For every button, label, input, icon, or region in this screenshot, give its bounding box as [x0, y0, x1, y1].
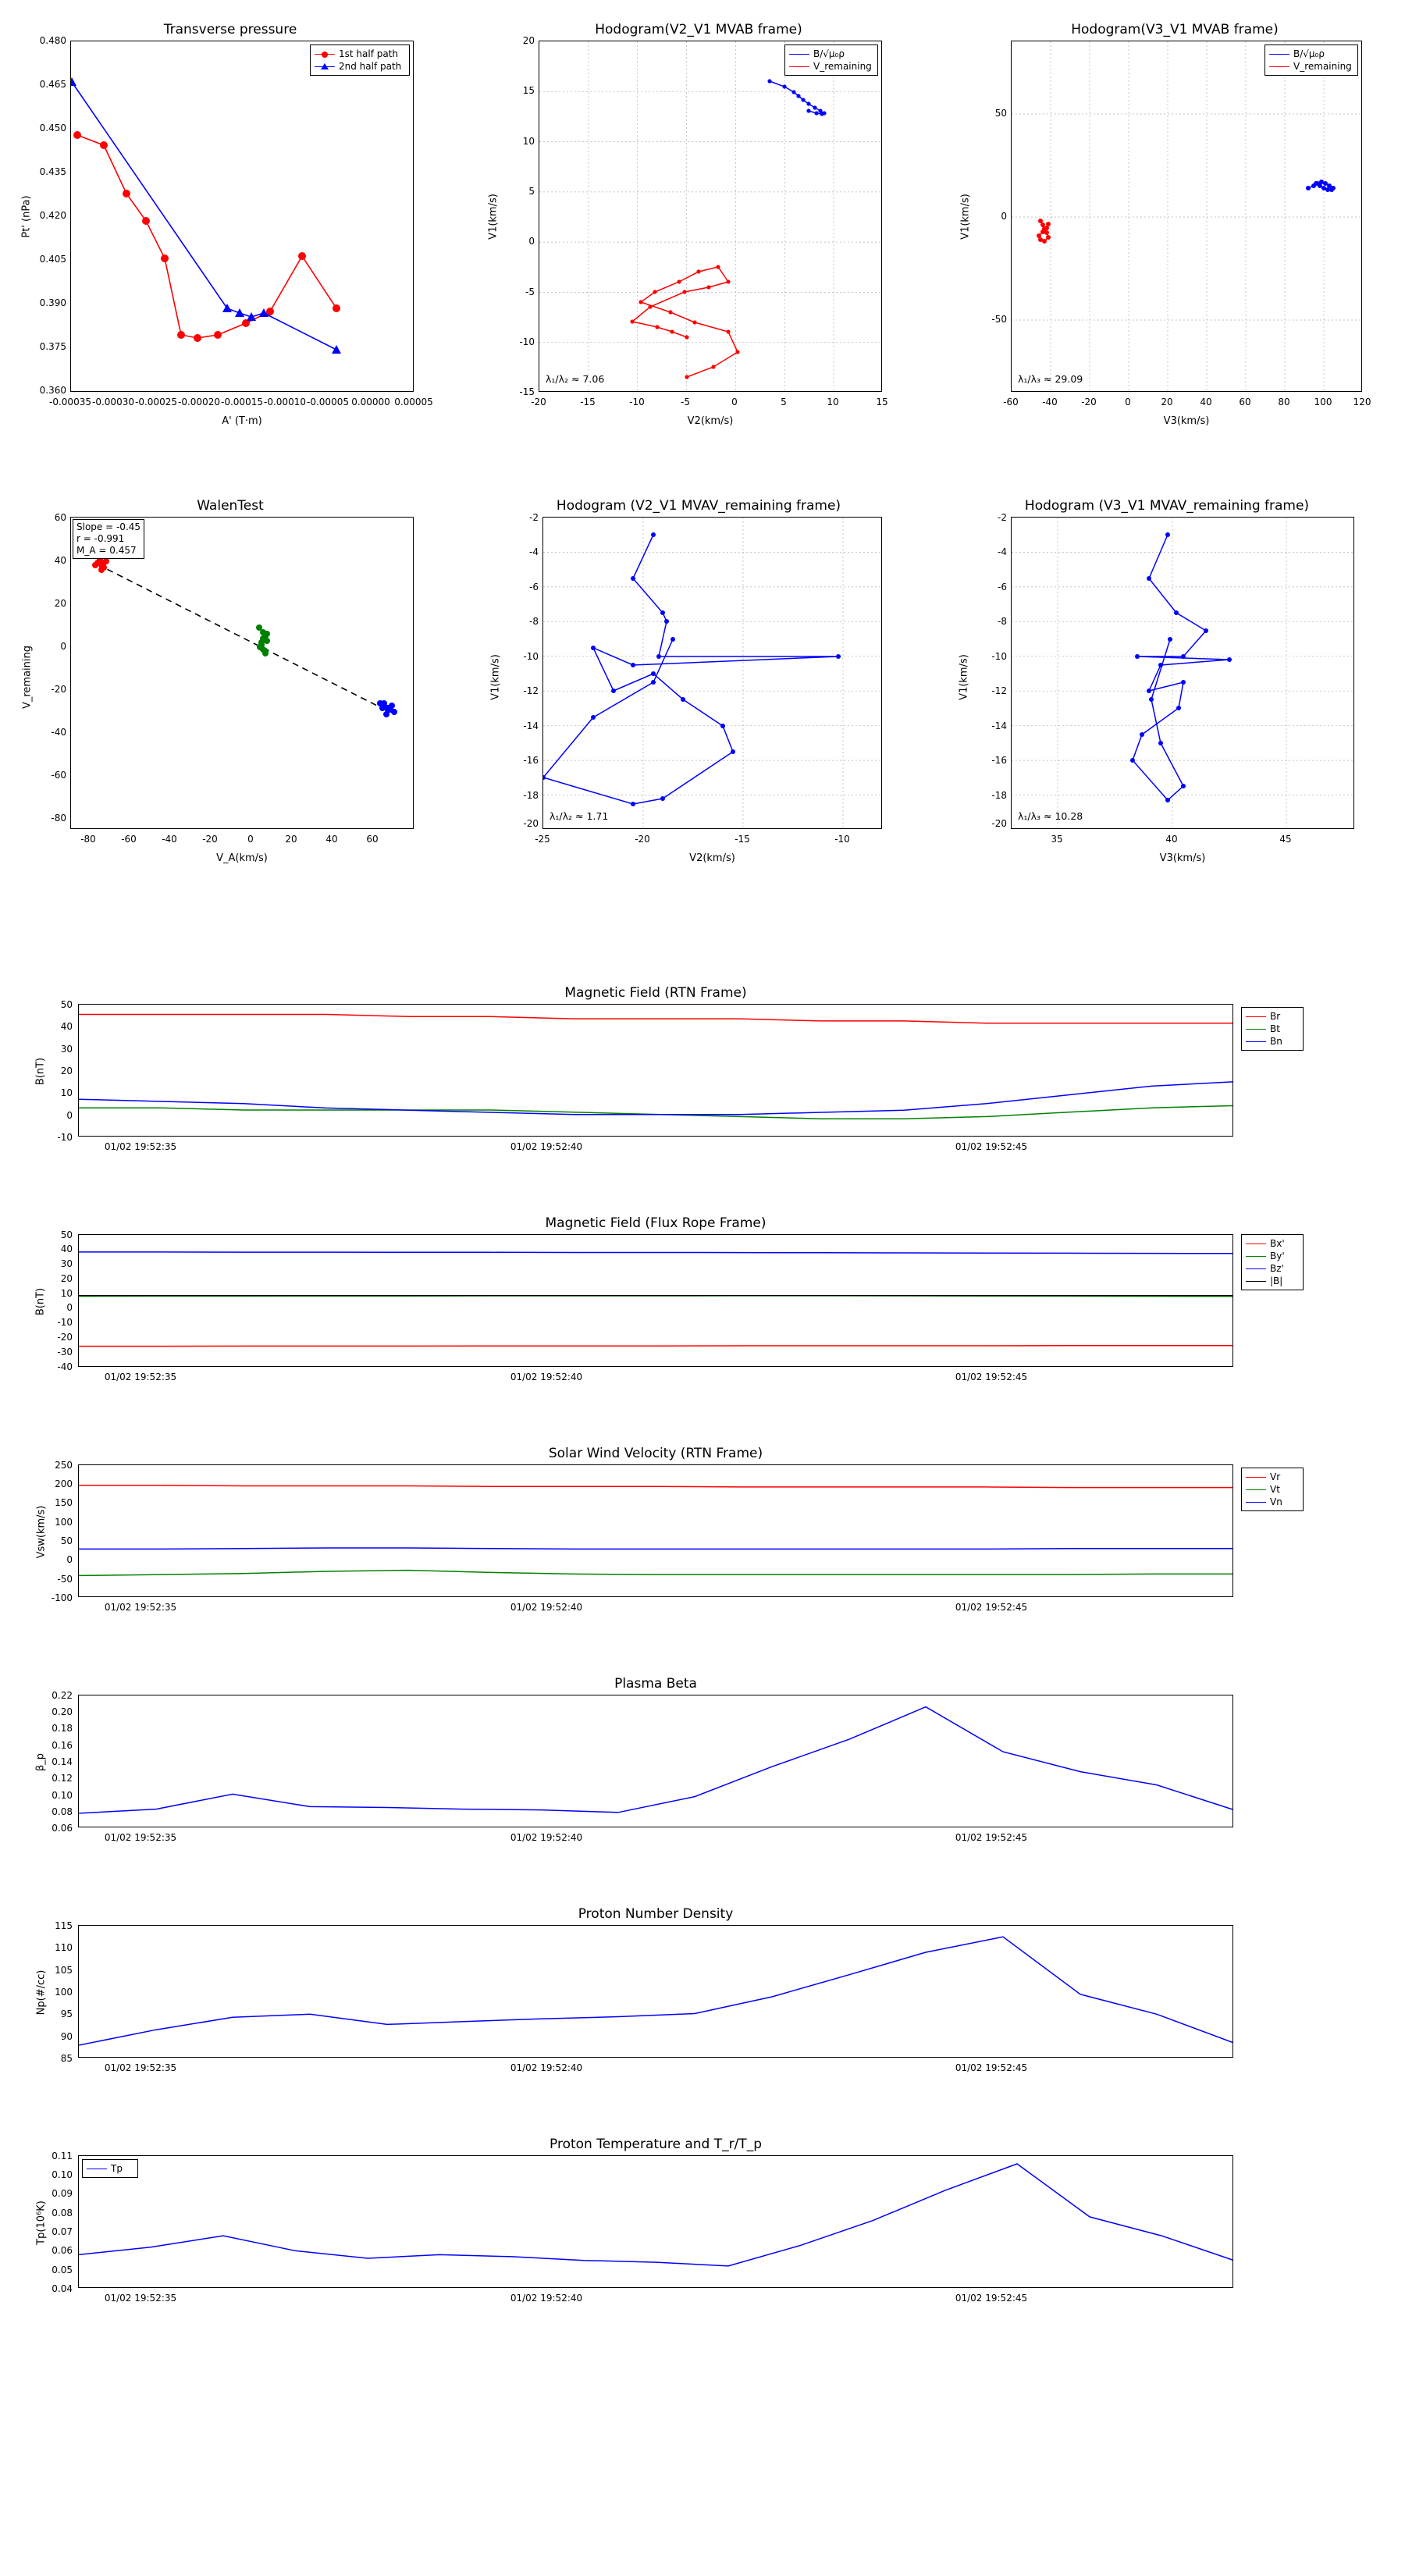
y-tick: 60	[54, 512, 66, 523]
y-axis-label: V1(km/s)	[958, 654, 970, 700]
x-tick: 35	[1051, 834, 1063, 845]
y-tick: 0.465	[39, 79, 66, 90]
x-tick: 01/02 19:52:45	[955, 1602, 1028, 1613]
series-canvas	[79, 1235, 1233, 1367]
x-tick: -5	[681, 397, 690, 407]
x-tick: 40	[1165, 834, 1178, 845]
legend-label: V_remaining	[813, 61, 872, 72]
y-tick: -18	[991, 790, 1007, 801]
y-tick: 0.375	[39, 341, 66, 352]
legend-swatch-by	[1246, 1256, 1266, 1257]
y-tick: 0.14	[52, 1756, 73, 1767]
panel-magnetic-field-rtn	[0, 984, 1405, 1187]
y-tick: 0.05	[52, 2265, 73, 2275]
legend-label: Vt	[1270, 1484, 1280, 1495]
series-canvas	[543, 518, 882, 829]
legend-swatch-bn	[1246, 1041, 1266, 1042]
y-tick: 0.20	[52, 1706, 73, 1717]
x-tick: 01/02 19:52:35	[104, 1372, 177, 1382]
y-tick: -50	[57, 1574, 73, 1585]
series-canvas	[79, 1005, 1233, 1137]
legend	[784, 44, 878, 76]
panel-title: Hodogram(V3_V1 MVAB frame)	[1071, 22, 1279, 37]
y-tick: 10	[60, 1288, 73, 1299]
legend-item	[315, 60, 405, 73]
legend-item	[315, 48, 405, 60]
x-tick: -80	[80, 834, 96, 845]
y-tick: 0.11	[52, 2151, 73, 2161]
legend-item	[789, 60, 873, 73]
y-tick: -20	[57, 1332, 73, 1343]
x-tick: 0.00000	[351, 397, 390, 407]
x-tick: 0	[1125, 397, 1131, 407]
y-tick: 0.390	[39, 297, 66, 308]
x-tick: 120	[1353, 397, 1371, 407]
legend-item	[1246, 1275, 1299, 1287]
plot-area	[78, 1925, 1233, 2058]
y-tick: 50	[994, 108, 1007, 119]
x-tick: -20	[531, 397, 546, 407]
series-canvas	[1012, 41, 1362, 392]
x-tick: 01/02 19:52:40	[510, 1141, 583, 1152]
legend-label: B/√μ₀ρ	[813, 48, 845, 59]
panel-title: Plasma Beta	[614, 1676, 697, 1692]
x-tick: 60	[1239, 397, 1251, 407]
x-tick: 15	[876, 397, 888, 407]
panel-title: Hodogram (V3_V1 MVAV_remaining frame)	[1024, 498, 1310, 514]
y-tick: -6	[529, 582, 539, 592]
x-tick: -0.00015	[221, 397, 263, 407]
y-tick: 0.480	[39, 35, 66, 46]
y-axis-label: V1(km/s)	[959, 194, 972, 240]
y-tick: -10	[57, 1317, 73, 1328]
legend-swatch-vr	[1246, 1477, 1266, 1478]
y-tick: 5	[528, 186, 535, 197]
x-tick: 01/02 19:52:40	[510, 1832, 583, 1843]
x-tick: 0	[247, 834, 254, 845]
legend-swatch-br	[1246, 1016, 1266, 1017]
panel-proton-temperature	[0, 2135, 1405, 2354]
panel-title: Proton Number Density	[578, 1906, 734, 1922]
y-tick: 0.10	[52, 1790, 73, 1801]
legend-swatch-bmag	[1246, 1281, 1266, 1282]
y-tick: 0	[60, 641, 66, 652]
legend	[310, 44, 410, 76]
x-tick: 01/02 19:52:35	[104, 2062, 177, 2073]
y-tick: -14	[523, 720, 539, 731]
legend-swatch-blue	[1269, 54, 1289, 55]
x-tick: 5	[781, 397, 787, 407]
x-axis-label: V2(km/s)	[689, 852, 735, 864]
legend-label: B/√μ₀ρ	[1293, 48, 1325, 59]
x-tick: 01/02 19:52:35	[104, 1602, 177, 1613]
y-tick: 0.08	[52, 1806, 73, 1817]
y-tick: 150	[55, 1497, 73, 1508]
legend-swatch-blue	[315, 66, 335, 67]
y-tick: -10	[57, 1132, 73, 1143]
y-tick: 50	[60, 999, 73, 1010]
eigenvalue-ratio-annotation: λ₁/λ₃ ≈ 29.09	[1018, 373, 1083, 385]
plot-area	[78, 1234, 1233, 1367]
legend-label: Vr	[1270, 1471, 1281, 1482]
x-tick: 60	[366, 834, 379, 845]
plot-area	[539, 41, 882, 392]
panel-title: Hodogram(V2_V1 MVAB frame)	[595, 22, 802, 37]
y-tick: 40	[60, 1244, 73, 1254]
panel-walen-test	[0, 484, 468, 874]
x-axis-label: V3(km/s)	[1163, 415, 1210, 427]
y-tick: -6	[998, 582, 1007, 592]
x-tick: -60	[121, 834, 137, 845]
plot-area	[1011, 41, 1362, 392]
panel-title: Magnetic Field (RTN Frame)	[564, 985, 747, 1001]
y-tick: 200	[55, 1478, 73, 1489]
legend-swatch-bz	[1246, 1268, 1266, 1269]
legend-label: By'	[1270, 1251, 1285, 1261]
y-axis-label: V1(km/s)	[487, 194, 500, 240]
y-tick: -14	[991, 720, 1007, 731]
x-tick: 01/02 19:52:40	[510, 1602, 583, 1613]
legend-label: Vn	[1270, 1496, 1282, 1507]
plot-area	[78, 1695, 1233, 1827]
y-axis-label: Np(#/cc)	[35, 1969, 48, 2016]
panel-title: Hodogram (V2_V1 MVAV_remaining frame)	[556, 498, 841, 514]
legend-item	[1246, 1496, 1299, 1508]
legend-swatch-blue	[789, 54, 809, 55]
x-tick: 40	[325, 834, 338, 845]
x-tick: 01/02 19:52:45	[955, 1832, 1028, 1843]
plot-area	[70, 41, 414, 392]
y-tick: 90	[60, 2031, 73, 2042]
x-tick: -10	[629, 397, 645, 407]
legend-swatch-vt	[1246, 1489, 1266, 1490]
series-canvas	[71, 518, 414, 829]
legend-item	[1246, 1250, 1299, 1262]
y-axis-label: V1(km/s)	[489, 654, 502, 700]
y-tick: 50	[60, 1535, 73, 1546]
legend-label: Bn	[1270, 1036, 1282, 1047]
x-tick: 40	[1200, 397, 1212, 407]
y-tick: 30	[60, 1258, 73, 1269]
y-tick: 10	[60, 1087, 73, 1098]
series-canvas	[539, 41, 882, 392]
x-tick: 01/02 19:52:40	[510, 2293, 583, 2304]
y-tick: 0.12	[52, 1773, 73, 1784]
walen-slope: Slope = -0.45	[76, 521, 141, 532]
legend-item	[1246, 1471, 1299, 1483]
y-tick: -2	[998, 512, 1007, 523]
x-tick: -60	[1003, 397, 1019, 407]
x-tick: 20	[285, 834, 297, 845]
legend-item	[1246, 1483, 1299, 1496]
legend-item	[1246, 1262, 1299, 1275]
legend-item	[1269, 48, 1353, 60]
panel-solar-wind-velocity	[0, 1444, 1405, 1647]
legend-item	[1246, 1237, 1299, 1250]
legend-label: Bz'	[1270, 1263, 1284, 1274]
legend	[1241, 1234, 1304, 1290]
legend-label: |B|	[1270, 1276, 1283, 1286]
legend	[82, 2159, 138, 2178]
y-tick: -10	[523, 651, 539, 662]
y-tick: 0.06	[52, 1823, 73, 1834]
legend-label: 1st half path	[339, 48, 399, 59]
y-tick: 95	[60, 2008, 73, 2019]
panel-hodogram-v2v1-mvab	[468, 0, 937, 437]
legend-label: Br	[1270, 1011, 1281, 1022]
y-tick: 0.420	[39, 210, 66, 221]
y-tick: 10	[522, 136, 535, 147]
y-tick: 0.10	[52, 2169, 73, 2180]
y-tick: -20	[991, 818, 1007, 829]
x-tick: -0.00005	[307, 397, 349, 407]
panel-title: WalenTest	[197, 498, 264, 514]
y-tick: -5	[525, 286, 535, 297]
x-tick: 80	[1278, 397, 1290, 407]
x-tick: 01/02 19:52:45	[955, 2293, 1028, 2304]
legend-label: Tp	[111, 2163, 123, 2174]
y-tick: 20	[60, 1273, 73, 1284]
y-tick: -100	[51, 1592, 73, 1603]
walen-ma: M_A = 0.457	[76, 545, 137, 556]
x-tick: -20	[1081, 397, 1097, 407]
legend-swatch-bt	[1246, 1029, 1266, 1030]
legend-swatch-red	[1269, 66, 1289, 67]
y-tick: 250	[55, 1460, 73, 1471]
y-tick: -4	[529, 546, 539, 557]
plot-area	[1011, 517, 1354, 829]
y-tick: 0	[66, 1110, 73, 1121]
legend	[1241, 1007, 1304, 1051]
y-tick: 0.22	[52, 1690, 73, 1701]
y-tick: -30	[57, 1347, 73, 1357]
x-tick: 01/02 19:52:45	[955, 2062, 1028, 2073]
plot-area	[542, 517, 882, 829]
y-tick: -4	[998, 546, 1007, 557]
x-tick: 0	[731, 397, 738, 407]
y-tick: 0	[66, 1554, 73, 1565]
panel-hodogram-v3v1-mvab	[937, 0, 1405, 437]
y-tick: 40	[54, 555, 66, 566]
walen-stats-box	[73, 519, 144, 559]
x-tick: -0.00020	[178, 397, 220, 407]
y-tick: 50	[60, 1229, 73, 1240]
walen-r: r = -0.991	[76, 533, 125, 544]
legend-swatch-vn	[1246, 1502, 1266, 1503]
x-tick: -20	[202, 834, 218, 845]
panel-title: Proton Temperature and T_r/T_p	[550, 2137, 762, 2152]
legend-swatch-red	[789, 66, 809, 67]
legend	[1241, 1468, 1304, 1511]
eigenvalue-ratio-annotation: λ₁/λ₃ ≈ 10.28	[1018, 810, 1083, 822]
x-tick: 01/02 19:52:45	[955, 1372, 1028, 1382]
y-tick: -12	[523, 685, 539, 696]
x-tick: -10	[834, 834, 850, 845]
y-axis-label: V_remaining	[21, 645, 34, 710]
y-tick: 20	[60, 1066, 73, 1076]
y-tick: 0	[66, 1302, 73, 1313]
y-tick: -80	[51, 813, 66, 824]
x-tick: 01/02 19:52:35	[104, 1141, 177, 1152]
series-canvas	[79, 1465, 1233, 1597]
y-tick: 20	[522, 35, 535, 46]
y-axis-label: B(nT)	[34, 1057, 47, 1086]
y-tick: 105	[55, 1965, 73, 1976]
y-tick: -40	[51, 727, 66, 738]
y-tick: 20	[54, 598, 66, 609]
legend-item	[87, 2162, 133, 2175]
y-tick: 0.09	[52, 2188, 73, 2199]
legend-item	[1269, 60, 1353, 73]
y-tick: -2	[529, 512, 539, 523]
y-tick: 0.08	[52, 2208, 73, 2218]
y-tick: -10	[991, 651, 1007, 662]
x-tick: -40	[1042, 397, 1058, 407]
plot-area	[78, 1464, 1233, 1597]
plot-area	[78, 2155, 1233, 2288]
y-tick: -8	[529, 616, 539, 627]
series-canvas	[79, 1926, 1233, 2058]
x-axis-label: V2(km/s)	[687, 415, 734, 427]
y-tick: 100	[55, 1987, 73, 1998]
legend-swatch-red	[315, 54, 335, 55]
legend-item	[1246, 1010, 1299, 1023]
y-tick: 0.07	[52, 2226, 73, 2237]
y-tick: 0.405	[39, 254, 66, 265]
y-tick: 115	[55, 1920, 73, 1931]
panel-transverse-pressure	[0, 0, 468, 437]
eigenvalue-ratio-annotation: λ₁/λ₂ ≈ 1.71	[550, 810, 609, 822]
panel-plasma-beta	[0, 1674, 1405, 1877]
legend-label: 2nd half path	[339, 61, 402, 72]
x-tick: -0.00010	[264, 397, 306, 407]
y-tick: 15	[522, 85, 535, 96]
y-tick: -50	[991, 314, 1007, 325]
y-tick: 0.18	[52, 1723, 73, 1734]
plot-area	[78, 1004, 1233, 1137]
panel-hodogram-v2v1-mvav	[468, 484, 937, 874]
y-tick: -12	[991, 685, 1007, 696]
y-tick: -60	[51, 770, 66, 781]
series-canvas	[79, 2156, 1233, 2288]
y-tick: 40	[60, 1021, 73, 1032]
x-tick: 20	[1161, 397, 1173, 407]
legend-item	[1246, 1023, 1299, 1035]
eigenvalue-ratio-annotation: λ₁/λ₂ ≈ 7.06	[546, 373, 605, 385]
series-canvas	[79, 1695, 1233, 1827]
panel-hodogram-v3v1-mvav	[937, 484, 1405, 874]
y-tick: -15	[519, 386, 535, 397]
series-canvas	[1012, 518, 1354, 829]
y-tick: -20	[523, 818, 539, 829]
y-tick: 110	[55, 1942, 73, 1953]
y-tick: 85	[60, 2053, 73, 2064]
y-axis-label: Pt' (nPa)	[20, 195, 33, 238]
x-tick: -0.00035	[49, 397, 91, 407]
y-tick: 0.16	[52, 1740, 73, 1751]
x-tick: 01/02 19:52:45	[955, 1141, 1028, 1152]
y-tick: 0.435	[39, 166, 66, 177]
y-tick: -16	[523, 755, 539, 766]
panel-proton-number-density	[0, 1905, 1405, 2108]
x-tick: 01/02 19:52:40	[510, 1372, 583, 1382]
x-tick: 100	[1314, 397, 1332, 407]
x-tick: -15	[735, 834, 750, 845]
legend	[1264, 44, 1358, 76]
y-tick: 0.06	[52, 2245, 73, 2256]
y-tick: 100	[55, 1517, 73, 1528]
y-axis-label: Vsw(km/s)	[35, 1505, 48, 1559]
y-tick: -20	[51, 684, 66, 695]
panel-title: Magnetic Field (Flux Rope Frame)	[545, 1215, 767, 1231]
x-tick: 0.00005	[394, 397, 433, 407]
x-tick: -25	[535, 834, 550, 845]
y-tick: 0.360	[39, 385, 66, 396]
x-tick: 45	[1279, 834, 1292, 845]
x-axis-label: V_A(km/s)	[216, 852, 268, 864]
x-tick: 01/02 19:52:35	[104, 2293, 177, 2304]
y-tick: 0.04	[52, 2283, 73, 2294]
y-tick: -18	[523, 790, 539, 801]
panel-title: Transverse pressure	[163, 22, 297, 37]
x-tick: -20	[635, 834, 650, 845]
legend-label: V_remaining	[1293, 61, 1352, 72]
y-tick: -10	[519, 336, 535, 347]
legend-label: Bx'	[1270, 1238, 1285, 1249]
x-axis-label: A' (T·m)	[222, 415, 262, 427]
y-tick: -8	[998, 616, 1007, 627]
y-axis-label: B(nT)	[34, 1287, 47, 1316]
y-axis-label: Tp(10⁶K)	[35, 2201, 48, 2245]
x-tick: -15	[580, 397, 596, 407]
plot-area	[70, 517, 414, 829]
x-axis-label: V3(km/s)	[1159, 852, 1206, 864]
x-tick: -0.00025	[135, 397, 177, 407]
x-tick: 01/02 19:52:35	[104, 1832, 177, 1843]
panel-magnetic-field-flux-rope	[0, 1214, 1405, 1417]
y-tick: -16	[991, 755, 1007, 766]
panel-title: Solar Wind Velocity (RTN Frame)	[548, 1446, 763, 1461]
legend-item	[789, 48, 873, 60]
y-tick: 0.450	[39, 123, 66, 133]
x-tick: -0.00030	[92, 397, 134, 407]
x-tick: -40	[162, 834, 177, 845]
y-tick: 0	[528, 236, 535, 247]
y-axis-label: β_p	[34, 1752, 47, 1772]
x-tick: 01/02 19:52:40	[510, 2062, 583, 2073]
y-tick: -40	[57, 1361, 73, 1372]
x-tick: 10	[827, 397, 839, 407]
series-canvas	[71, 41, 414, 392]
y-tick: 30	[60, 1044, 73, 1055]
legend-label: Bt	[1270, 1023, 1280, 1034]
legend-item	[1246, 1035, 1299, 1048]
y-tick: 0	[1001, 211, 1007, 222]
